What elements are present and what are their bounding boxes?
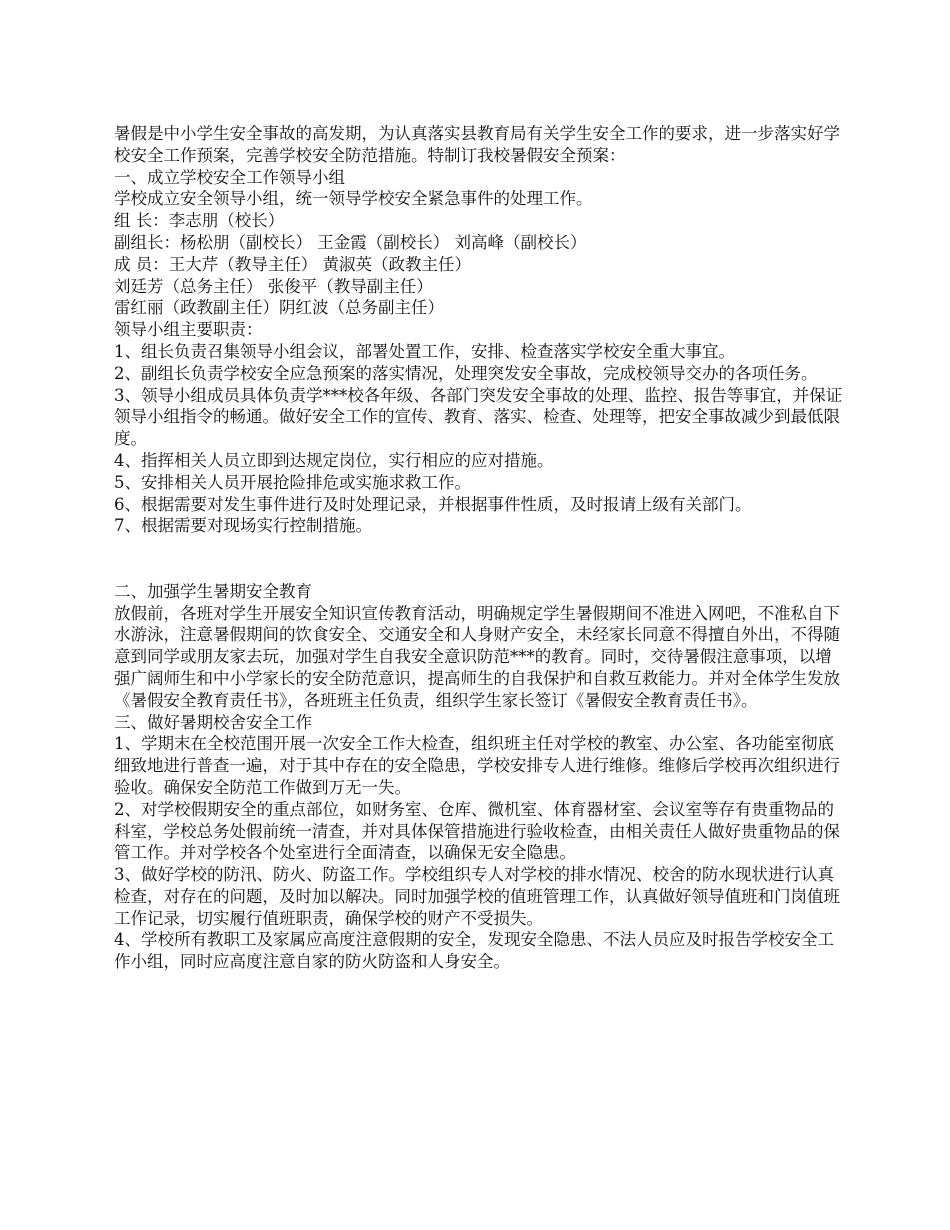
duties-title: 领导小组主要职责： bbox=[114, 320, 263, 340]
member-line: 组 长：李志朋（校长） bbox=[114, 211, 285, 231]
section-3-heading: 三、做好暑期校舍安全工作 bbox=[114, 712, 312, 732]
section-2-heading: 二、加强学生暑期安全教育 bbox=[114, 581, 312, 601]
member-line: 刘廷芳（总务主任） 张俊平（教导副主任） bbox=[114, 276, 433, 296]
duty-item: 7、根据需要对现场实行控制措施。 bbox=[114, 516, 372, 536]
section-3-item: 1、学期末在全校范围开展一次安全工作大检查，组织班主任对学校的教室、办公室、各功能室彻底细致地进行普查一遍，对于其中存在的安全隐患，学校安排专人进行维修。维修后学校再次组织进行验收。确保安全防范工作做到万无一失。 bbox=[114, 734, 840, 797]
duty-item: 4、指挥相关人员立即到达规定岗位，实行相应的应对措施。 bbox=[114, 450, 554, 470]
section-2-body: 放假前，各班对学生开展安全知识宣传教育活动，明确规定学生暑假期间不准进入网吧，不准私自下水游泳，注意暑假期间的饮食安全、交通安全和人身财产安全，未经家长同意不得擅自外出，不得随意到同学或朋友家去玩，加强对学生自我安全意识防范***的教育。同时，交待暑假注意事项，以增强广阔师生和中小学家长的安全防范意识，提高师生的自我保护和自救互救能力。并对全体学生发放《暑假安全教育责任书》，各班班主任负责，组织学生家长签订《暑假安全教育责任书》。 bbox=[114, 603, 840, 710]
duty-item: 5、安排相关人员开展抢险排危或实施求救工作。 bbox=[114, 472, 471, 492]
intro-paragraph: 暑假是中小学生安全事故的高发期，为认真落实县教育局有关学生安全工作的要求，进一步落实好学校安全工作预案，完善学校安全防范措施。特制订我校暑假安全预案： bbox=[114, 124, 840, 165]
section-3-item: 4、学校所有教职工及家属应高度注意假期的安全，发现安全隐患、不法人员应及时报告学校安全工作小组，同时应高度注意自家的防火防盗和人身安全。 bbox=[114, 930, 834, 972]
section-3-item: 3、做好学校的防汛、防火、防盗工作。学校组织专人对学校的排水情况、校舍的防水现状进行认真检查，对存在的问题，及时加以解决。同时加强学校的值班管理工作，认真做好领导值班和门岗值班工作记录，切实履行值班职责，确保学校的财产不受损失。 bbox=[114, 865, 840, 928]
section-1-intro: 学校成立安全领导小组，统一领导学校安全紧急事件的处理工作。 bbox=[114, 189, 593, 209]
duty-item: 2、副组长负责学校安全应急预案的落实情况，处理突发安全事故，完成校领导交办的各项任务。 bbox=[114, 363, 818, 383]
member-line: 副组长：杨松朋（副校长） 王金霞（副校长） 刘高峰（副校长） bbox=[114, 232, 587, 252]
duty-item: 6、根据需要对发生事件进行及时处理记录，并根据事件性质，及时报请上级有关部门。 bbox=[114, 494, 752, 514]
member-line: 雷红丽（政教副主任）阴红波（总务副主任） bbox=[114, 298, 444, 318]
section-3-item: 2、对学校假期安全的重点部位，如财务室、仓库、微机室、体育器材室、会议室等存有贵重物品的科室，学校总务处假前统一清查，并对具体保管措施进行验收检查，由相关责任人做好贵重物品的保管工作。并对学校各个处室进行全面清查，以确保无安全隐患。 bbox=[114, 799, 840, 863]
document-body bbox=[114, 123, 844, 973]
section-spacer bbox=[114, 537, 844, 581]
member-line: 成 员：王大芹（教导主任） 黄淑英（政教主任） bbox=[114, 254, 471, 274]
section-1-heading: 一、成立学校安全工作领导小组 bbox=[114, 167, 345, 187]
duty-item: 1、组长负责召集领导小组会议，部署处置工作，安排、检查落实学校安全重大事宜。 bbox=[114, 341, 735, 361]
duty-item: 3、领导小组成员具体负责学***校各年级、各部门突发安全事故的处理、监控、报告等事宜，并保证领导小组指令的畅通。做好安全工作的宣传、教育、落实、检查、处理等，把安全事故减少到最低限度。 bbox=[114, 385, 843, 449]
